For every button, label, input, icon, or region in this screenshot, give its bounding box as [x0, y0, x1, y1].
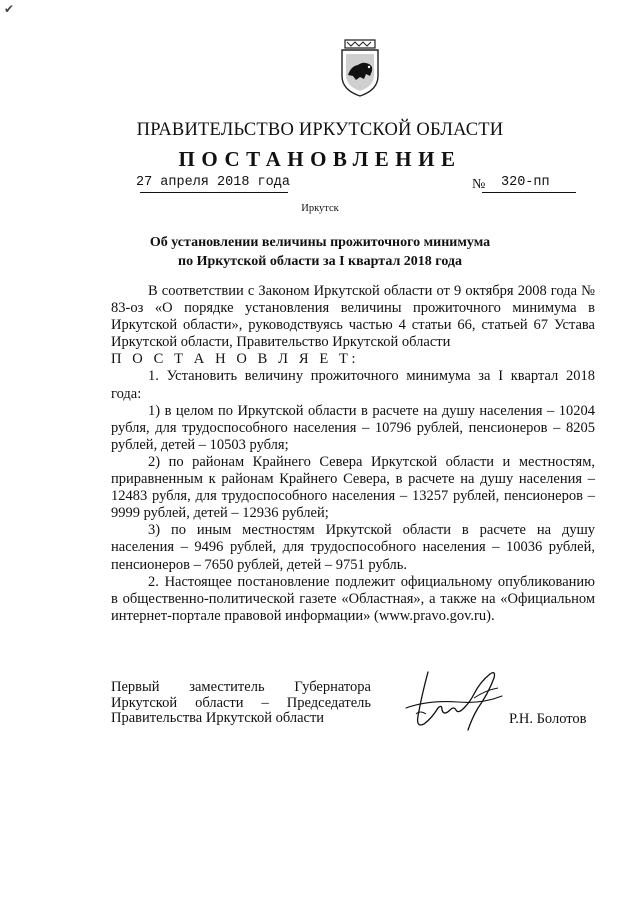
position-word: Иркутской	[111, 694, 178, 711]
government-name: ПРАВИТЕЛЬСТВО ИРКУТСКОЙ ОБЛАСТИ	[136, 120, 504, 140]
item-2: 2. Настоящее постановление подлежит официальному опубликованию в общественно-политической газете «Областная», а также на «Официальном интернет-портале правовой информации» (www.pravo.gov.ru).	[111, 573, 595, 624]
date-underline	[140, 192, 288, 193]
item-1-subitem-1: 1) в целом по Иркутской области в расчете на душу населения – 10204 рубля, для трудоспособного населения – 10796 рублей, пенсионеров – 8205 рублей, детей – 10503 рубля;	[111, 402, 595, 453]
signatory-name: Р.Н. Болотов	[509, 711, 587, 727]
decree-number: 320-пп	[501, 175, 550, 190]
preamble-paragraph: В соответствии с Законом Иркутской области от 9 октября 2008 года № 83-оз «О порядке установления величины прожиточного минимума в Иркутской области», руководствуясь частью 4 статьи 66, статьей 67 Устава Иркутской области, Правительство Иркутской области	[111, 283, 595, 351]
decree-subject	[0, 233, 640, 271]
number-label: №	[472, 177, 486, 192]
document-type-title: ПОСТАНОВЛЕНИЕ	[178, 147, 462, 171]
decree-date: 27 апреля 2018 года	[136, 175, 290, 190]
subject-line-1: Об установлении величины прожиточного минимума	[149, 235, 491, 250]
subject-line-2: по Иркутской области за I квартал 2018 года	[178, 254, 462, 269]
position-line-3: Правительства Иркутской области	[111, 710, 325, 726]
position-word: –	[261, 694, 269, 711]
position-word: области	[195, 694, 244, 711]
item-1-subitem-2: 2) по районам Крайнего Севера Иркутской области и местностям, приравненным к районам Крайнего Севера, в расчете на душу населения – 12483 рубля, для трудоспособного населения – 13257 рублей, пенсионеров – 9999 рублей, детей – 12936 рублей;	[111, 453, 595, 522]
item-1: 1. Установить величину прожиточного минимума за I квартал 2018 года:	[111, 368, 595, 402]
handwritten-signature	[398, 664, 508, 736]
position-word: Губернатора	[294, 679, 371, 695]
resolves-word: П О С Т А Н О В Л Я Е Т:	[111, 351, 360, 368]
coat-of-arms-emblem	[333, 30, 387, 98]
number-underline	[482, 192, 576, 193]
signatory-position	[111, 680, 371, 727]
city-name: Иркутск	[301, 203, 339, 214]
corner-check-mark: ✔	[4, 2, 15, 16]
decree-body	[111, 283, 595, 625]
position-word: Председатель	[286, 694, 371, 711]
item-1-subitem-3: 3) по иным местностям Иркутской области в расчете на душу населения – 9496 рублей, для трудоспособного населения – 10036 рублей, пенсионеров – 7650 рублей, детей – 9751 рубль.	[111, 522, 595, 573]
position-word: заместитель	[189, 679, 265, 695]
position-word: Первый	[111, 679, 160, 695]
